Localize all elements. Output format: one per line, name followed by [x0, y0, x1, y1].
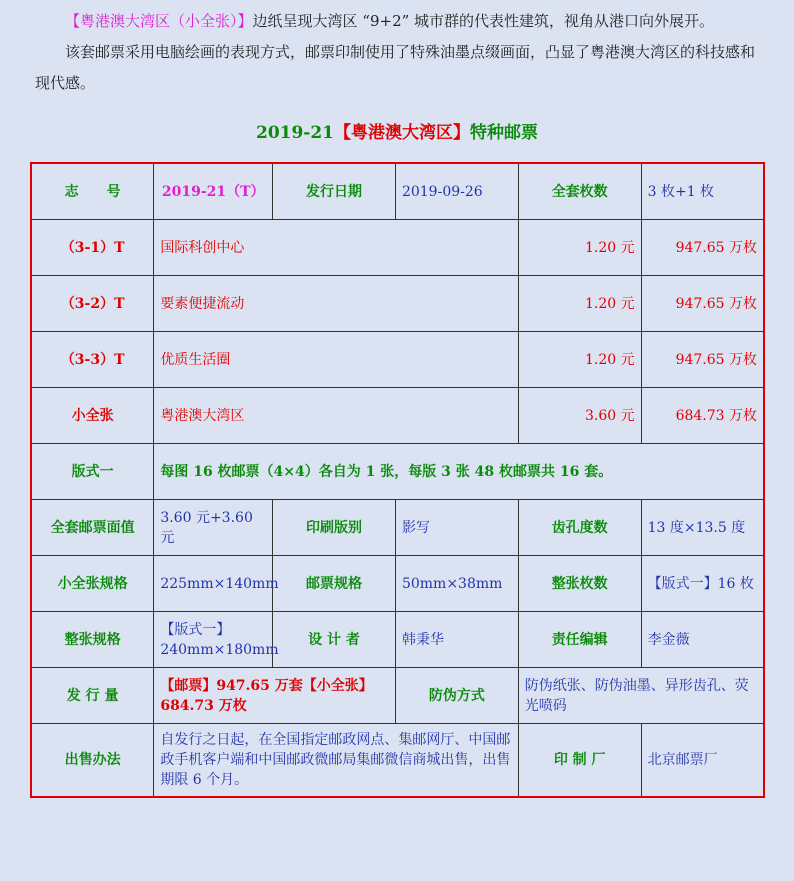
sheet-size-dim: 240mm×180mm — [160, 641, 279, 658]
stamp-name: 粤港澳大湾区 — [154, 388, 518, 444]
label-issue-volume: 发 行 量 — [31, 668, 154, 724]
value-face-value: 3.60 元+3.60 元 — [154, 500, 273, 556]
stamp-name: 优质生活圈 — [154, 332, 518, 388]
label-editor: 责任编辑 — [518, 612, 641, 668]
value-perforation: 13 度×13.5 度 — [641, 500, 764, 556]
stamp-info-table — [30, 162, 765, 798]
value-sale-method: 自发行之日起，在全国指定邮政网点、集邮网厅、中国邮政手机客户端和中国邮政微邮局集邮微信商城出售，出售期限 6 个月。 — [154, 724, 518, 798]
title-prefix: 2019-21 — [255, 123, 335, 143]
label-perforation: 齿孔度数 — [518, 500, 641, 556]
table-row — [31, 163, 764, 220]
stamp-code: 小全张 — [31, 388, 154, 444]
value-anti-counterfeit: 防伪纸张、防伪油墨、异形齿孔、荧光喷码 — [518, 668, 764, 724]
value-format: 每图 16 枚邮票（4×4）各自为 1 张，每版 3 张 48 枚邮票共 16 套。 — [154, 444, 764, 500]
stamp-code: （3-3）T — [31, 332, 154, 388]
stamp-qty: 684.73 万枚 — [641, 388, 764, 444]
stamp-name: 要素便捷流动 — [154, 276, 518, 332]
stamp-value: 1.20 元 — [518, 332, 641, 388]
table-row — [31, 724, 764, 798]
table-row — [31, 500, 764, 556]
stamp-value: 3.60 元 — [518, 388, 641, 444]
stamp-qty: 947.65 万枚 — [641, 220, 764, 276]
intro-line1: 边纸呈现大湾区 “9+2” 城市群的代表性建筑，视角从港口向外展开。 — [252, 12, 715, 30]
label-sheet-count: 整张枚数 — [518, 556, 641, 612]
table-row — [31, 276, 764, 332]
value-souvenir-size: 225mm×140mm — [154, 556, 273, 612]
stamp-name: 国际科创中心 — [154, 220, 518, 276]
value-sheet-size — [154, 612, 279, 668]
table-row — [31, 220, 764, 276]
label-issue-date: 发行日期 — [273, 163, 396, 220]
sheet-size-format: 【版式一】 — [160, 621, 231, 638]
intro-para-1 — [35, 6, 765, 37]
value-number: 2019-21（T） — [154, 163, 273, 220]
value-editor: 李金薇 — [641, 612, 764, 668]
label-number: 志 号 — [31, 163, 154, 220]
value-set-count: 3 枚+1 枚 — [641, 163, 764, 220]
intro-text — [35, 6, 765, 99]
label-anti-counterfeit: 防伪方式 — [395, 668, 518, 724]
value-print-method: 影写 — [395, 500, 518, 556]
value-designer: 韩秉华 — [395, 612, 518, 668]
table-row — [31, 444, 764, 500]
intro-para-2: 该套邮票采用电脑绘画的表现方式，邮票印制使用了特殊油墨点缀画面，凸显了粤港澳大湾区的科技感和现代感。 — [35, 43, 756, 92]
stamp-qty: 947.65 万枚 — [641, 332, 764, 388]
label-format: 版式一 — [31, 444, 154, 500]
table-row — [31, 388, 764, 444]
title-red: 【粤港澳大湾区】 — [334, 123, 471, 143]
page-title — [0, 118, 794, 143]
value-printer: 北京邮票厂 — [641, 724, 764, 798]
value-sheet-count: 【版式一】16 枚 — [641, 556, 764, 612]
label-print-method: 印刷版别 — [273, 500, 396, 556]
label-face-value: 全套邮票面值 — [31, 500, 154, 556]
value-issue-volume: 【邮票】947.65 万套【小全张】684.73 万枚 — [154, 668, 396, 724]
label-printer: 印 制 厂 — [518, 724, 641, 798]
stamp-qty: 947.65 万枚 — [641, 276, 764, 332]
value-issue-date: 2019-09-26 — [395, 163, 518, 220]
table-row — [31, 612, 764, 668]
stamp-value: 1.20 元 — [518, 276, 641, 332]
label-stamp-size: 邮票规格 — [273, 556, 396, 612]
title-suffix: 特种邮票 — [470, 123, 539, 143]
label-sheet-size: 整张规格 — [31, 612, 154, 668]
value-stamp-size: 50mm×38mm — [395, 556, 518, 612]
stamp-code: （3-1）T — [31, 220, 154, 276]
intro-highlight: 【粤港澳大湾区（小全张）】 — [65, 12, 253, 30]
label-set-count: 全套枚数 — [518, 163, 641, 220]
label-sale-method: 出售办法 — [31, 724, 154, 798]
stamp-code: （3-2）T — [31, 276, 154, 332]
table-row — [31, 556, 764, 612]
table-row — [31, 332, 764, 388]
stamp-value: 1.20 元 — [518, 220, 641, 276]
label-souvenir-size: 小全张规格 — [31, 556, 154, 612]
table-row — [31, 668, 764, 724]
label-designer: 设 计 者 — [273, 612, 396, 668]
